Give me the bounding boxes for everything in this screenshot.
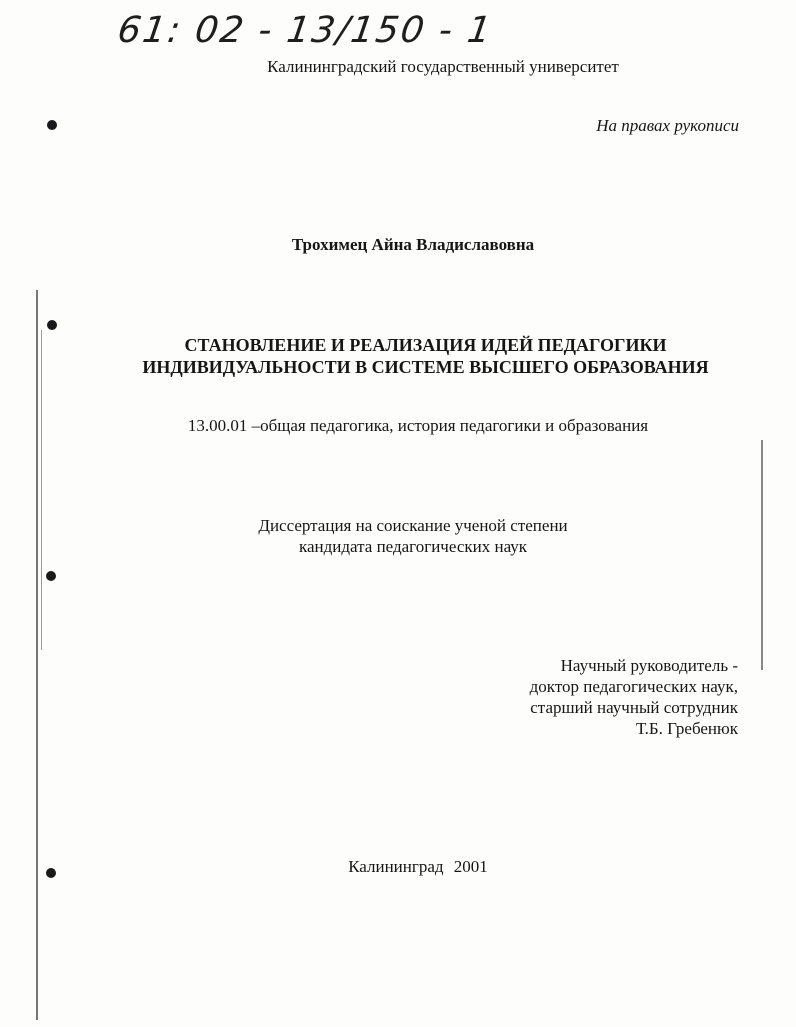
scan-edge-line [36,290,38,1020]
catalog-number-handwritten: 61: 02 - 13/150 - 1 [115,10,496,51]
degree-statement [0,515,796,557]
manuscript-rights-note: На правах рукописи [596,116,739,135]
punch-hole-mark [47,120,57,130]
author-name: Трохимец Айна Владиславовна [291,235,535,254]
specialty-code: 13.00.01 –общая педагогика, история педагогики и образования [187,416,649,435]
degree-line-1: Диссертация на соискание ученой степени [258,516,568,535]
punch-hole-mark [46,571,56,581]
scan-edge-line [41,330,42,650]
scientific-advisor [530,655,738,739]
advisor-line-1: Научный руководитель - [560,656,738,675]
advisor-line-2: доктор педагогических наук, [529,677,738,696]
title-line-1: СТАНОВЛЕНИЕ И РЕАЛИЗАЦИЯ ИДЕЙ ПЕДАГОГИКИ [184,335,667,355]
title-line-2: ИНДИВИДУАЛЬНОСТИ В СИСТЕМЕ ВЫСШЕГО ОБРАЗОВАНИЯ [142,357,709,377]
advisor-line-3: старший научный сотрудник [530,698,738,717]
dissertation-title [0,334,796,378]
degree-line-2: кандидата педагогических наук [298,537,528,556]
university-name: Калининградский государственный университет [267,57,619,76]
punch-hole-mark [47,320,57,330]
advisor-line-4: Т.Б. Гребенюк [635,719,738,738]
place-and-year: Калининград 2001 [348,857,488,876]
